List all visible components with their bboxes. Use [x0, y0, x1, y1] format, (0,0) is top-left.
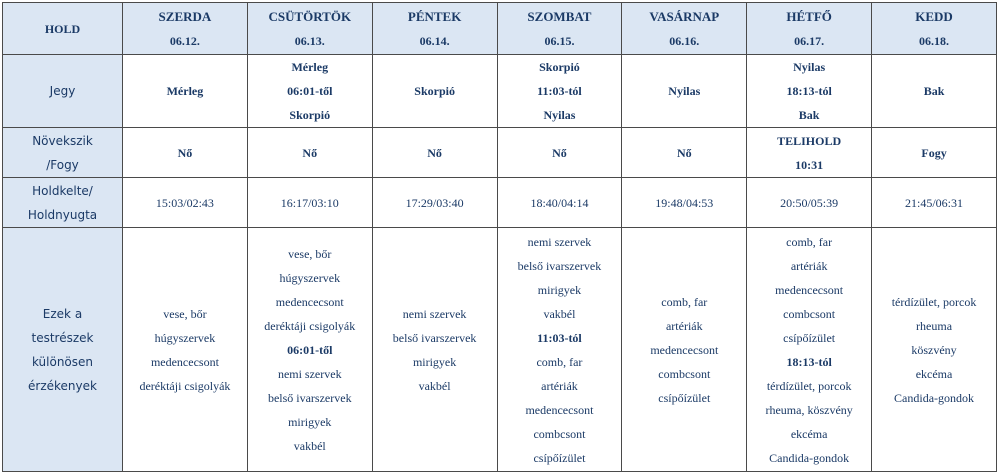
day-header: CSÜTÖRTÖK 06.13.	[247, 3, 372, 55]
header-row	[3, 3, 997, 55]
sign-cell: Skorpió 11:03-tól Nyilas	[497, 55, 622, 128]
day-header: KEDD 06.18.	[872, 3, 997, 55]
moonrise-moonset-cell: 20:50/05:39	[747, 178, 872, 228]
phase-cell: Fogy	[872, 128, 997, 178]
body-parts-cell: nemi szervek belső ivarszervek mirigyek vakbél	[372, 228, 497, 472]
day-header: SZERDA 06.12.	[123, 3, 248, 55]
day-header: SZOMBAT 06.15.	[497, 3, 622, 55]
day-header: HÉTFŐ 06.17.	[747, 3, 872, 55]
day-header: PÉNTEK 06.14.	[372, 3, 497, 55]
body-parts-cell: vese, bőr húgyszervek medencecsont deréktáji csigolyák 06:01-től nemi szervek belső ivarszervek mirigyek vakbél	[247, 228, 372, 472]
row-label-moonrise: Holdkelte/ Holdnyugta	[3, 178, 123, 228]
moonrise-moonset-cell: 16:17/03:10	[247, 178, 372, 228]
day-header: VASÁRNAP 06.16.	[622, 3, 747, 55]
row-label-phase: Növekszik /Fogy	[3, 128, 123, 178]
phase-cell: Nő	[247, 128, 372, 178]
sign-cell: Skorpió	[372, 55, 497, 128]
phase-cell: Nő	[622, 128, 747, 178]
row-label-sign: Jegy	[3, 55, 123, 128]
sign-cell: Nyilas 18:13-tól Bak	[747, 55, 872, 128]
phase-cell: Nő	[123, 128, 248, 178]
body-row	[3, 228, 997, 472]
sign-cell: Mérleg	[123, 55, 248, 128]
body-parts-cell: nemi szervek belső ivarszervek mirigyek vakbél 11:03-tól comb, far artériák medencecsont combcsont csípőízület	[497, 228, 622, 472]
moonrise-moonset-cell: 15:03/02:43	[123, 178, 248, 228]
moon-row	[3, 178, 997, 228]
phase-cell: TELIHOLD 10:31	[747, 128, 872, 178]
phase-cell: Nő	[372, 128, 497, 178]
sign-row	[3, 55, 997, 128]
phase-cell: Nő	[497, 128, 622, 178]
sign-cell: Nyilas	[622, 55, 747, 128]
body-parts-cell: comb, far artériák medencecsont combcsont csípőízület	[622, 228, 747, 472]
phase-row	[3, 128, 997, 178]
moonrise-moonset-cell: 19:48/04:53	[622, 178, 747, 228]
moonrise-moonset-cell: 18:40/04:14	[497, 178, 622, 228]
sign-cell: Bak	[872, 55, 997, 128]
moon-calendar-table	[2, 2, 997, 472]
corner-cell: HOLD	[3, 3, 123, 55]
body-parts-cell: comb, far artériák medencecsont combcsont csípőízület 18:13-tól térdízület, porcok rheuma, köszvény ekcéma Candida-gondok	[747, 228, 872, 472]
body-parts-cell: vese, bőr húgyszervek medencecsont deréktáji csigolyák	[123, 228, 248, 472]
sign-cell: Mérleg 06:01-től Skorpió	[247, 55, 372, 128]
moonrise-moonset-cell: 17:29/03:40	[372, 178, 497, 228]
row-label-body: Ezek a testrészek különösen érzékenyek	[3, 228, 123, 472]
body-parts-cell: térdízület, porcok rheuma köszvény ekcéma Candida-gondok	[872, 228, 997, 472]
moonrise-moonset-cell: 21:45/06:31	[872, 178, 997, 228]
